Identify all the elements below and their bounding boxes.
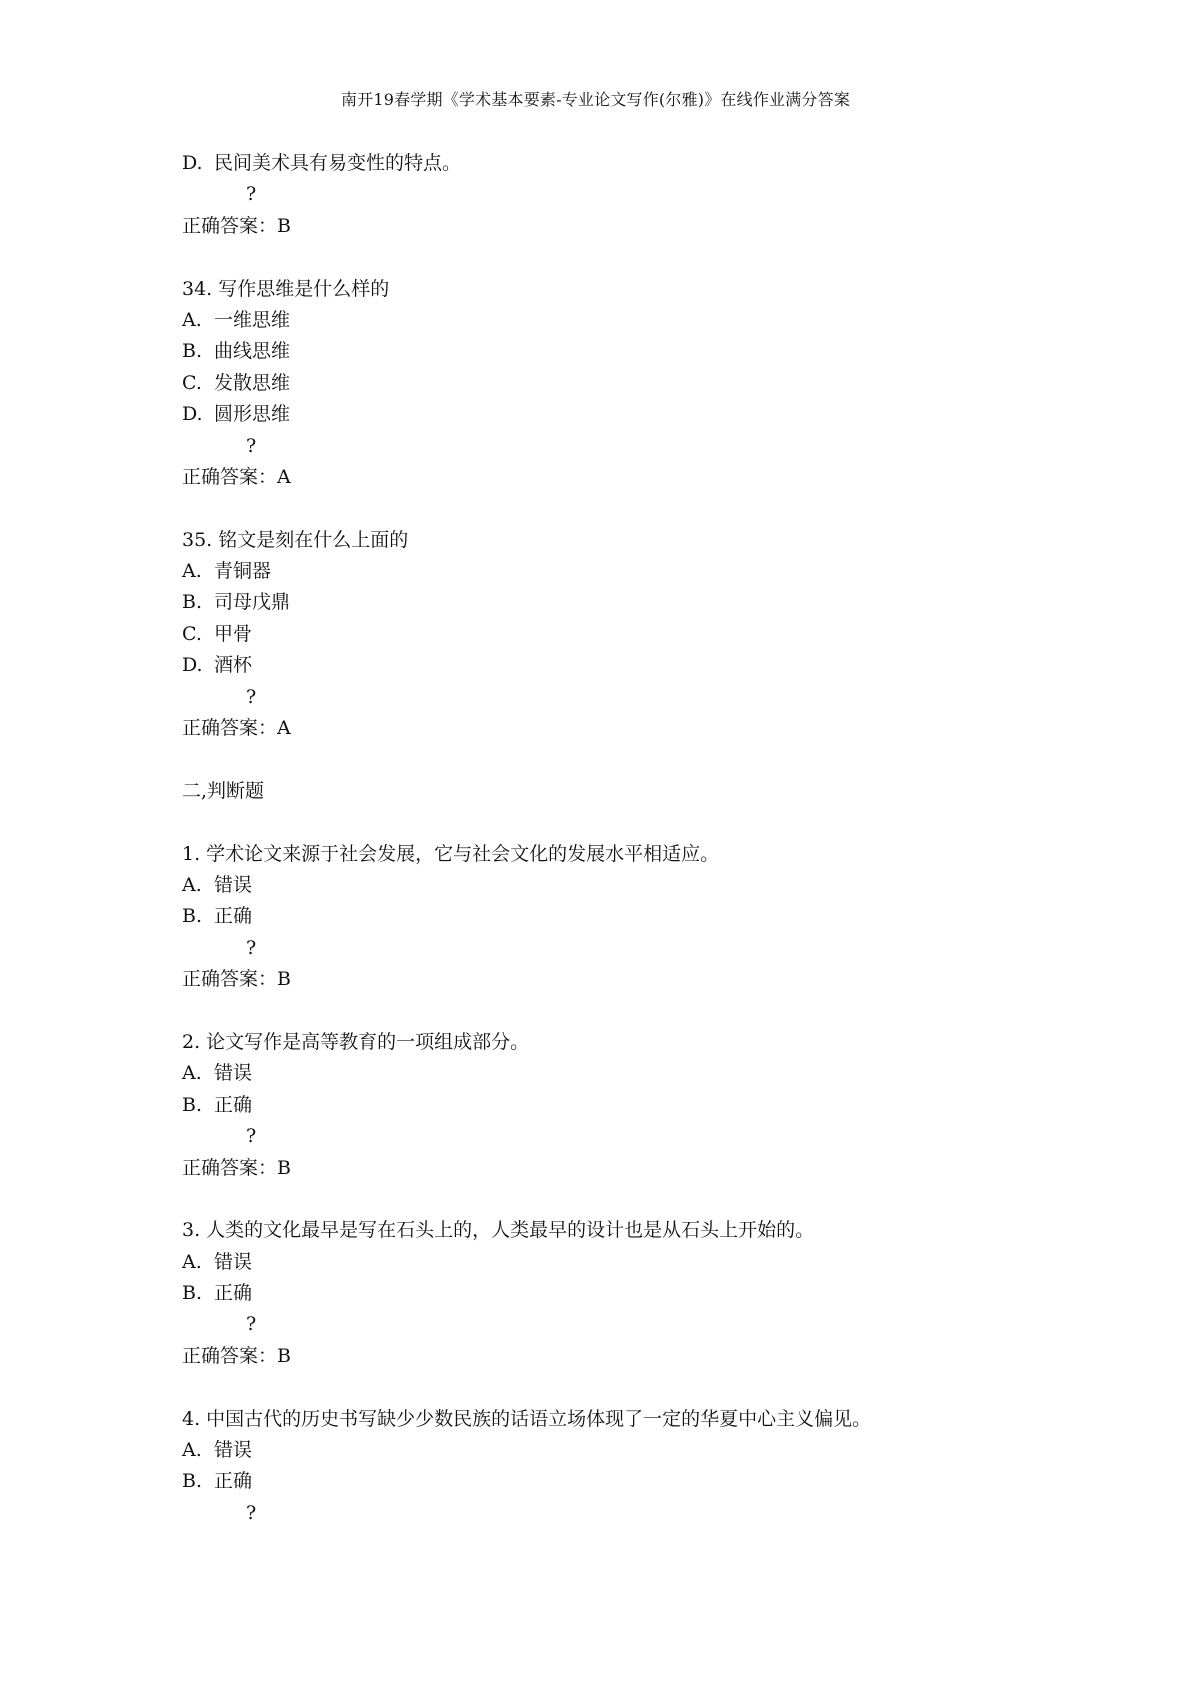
option-letter: D. <box>182 654 203 677</box>
option-letter: B. <box>182 1470 203 1493</box>
page-header-title: 南开19春学期《学术基本要素-专业论文写作(尔雅)》在线作业满分答案 <box>340 90 851 109</box>
blank-line <box>182 1372 1082 1403</box>
question-mark-placeholder: ? <box>246 183 257 206</box>
option-text: 司母戊鼎 <box>214 591 291 614</box>
correct-answer: 正确答案：B <box>182 1344 291 1367</box>
option-letter: A. <box>182 560 202 583</box>
answer-option <box>182 1278 1082 1309</box>
question-text: 2. 论文写作是高等教育的一项组成部分。 <box>182 1030 530 1053</box>
question-text: 3. 人类的文化最早是写在石头上的，人类最早的设计也是从石头上开始的。 <box>182 1219 815 1242</box>
option-text: 正确 <box>214 1470 253 1493</box>
option-text: 民间美术具有易变性的特点。 <box>214 152 462 174</box>
option-text: 错误 <box>214 873 253 896</box>
answer-option <box>182 587 1082 618</box>
question-mark-placeholder: ? <box>246 1501 257 1524</box>
question-mark-placeholder: ? <box>246 434 257 457</box>
option-text: 错误 <box>214 1062 253 1085</box>
answer-option <box>182 148 1082 179</box>
section-heading: 二,判断题 <box>182 779 265 802</box>
option-letter: D. <box>182 403 203 426</box>
option-letter: B. <box>182 1093 203 1116</box>
answer-option <box>182 1247 1082 1278</box>
correct-answer: 正确答案：B <box>182 214 291 237</box>
question-mark-placeholder: ? <box>246 936 257 959</box>
option-text: 错误 <box>214 1439 253 1462</box>
option-text: 青铜器 <box>214 560 272 583</box>
option-text: 酒杯 <box>214 654 253 677</box>
option-text: 圆形思维 <box>214 403 291 426</box>
blank-line <box>182 493 1082 524</box>
answer-option <box>182 1090 1082 1121</box>
option-letter: B. <box>182 1282 203 1305</box>
option-text: 错误 <box>214 1250 253 1273</box>
question-mark-placeholder: ? <box>246 685 257 708</box>
option-letter: A. <box>182 873 202 896</box>
answer-option <box>182 556 1082 587</box>
option-letter: A. <box>182 308 202 331</box>
blank-line <box>182 996 1082 1027</box>
option-letter: D. <box>182 152 203 174</box>
answer-option <box>182 1466 1082 1497</box>
option-text: 正确 <box>214 905 253 928</box>
answer-option <box>182 305 1082 336</box>
answer-option <box>182 901 1082 932</box>
blank-line <box>182 807 1082 838</box>
option-text: 正确 <box>214 1093 253 1116</box>
document-body <box>182 148 1082 1529</box>
question-text: 4. 中国古代的历史书写缺少少数民族的话语立场体现了一定的华夏中心主义偏见。 <box>182 1407 872 1430</box>
answer-option <box>182 619 1082 650</box>
question-text: 35. 铭文是刻在什么上面的 <box>182 528 409 551</box>
option-letter: B. <box>182 905 203 928</box>
option-text: 甲骨 <box>214 622 253 645</box>
correct-answer: 正确答案：A <box>182 465 291 488</box>
option-letter: A. <box>182 1250 202 1273</box>
answer-option <box>182 399 1082 430</box>
option-text: 曲线思维 <box>214 340 291 363</box>
option-letter: C. <box>182 371 202 394</box>
option-letter: C. <box>182 622 202 645</box>
question-mark-placeholder: ? <box>246 1313 257 1336</box>
option-letter: B. <box>182 591 203 614</box>
question-text: 1. 学术论文来源于社会发展，它与社会文化的发展水平相适应。 <box>182 842 720 865</box>
answer-option <box>182 870 1082 901</box>
correct-answer: 正确答案：B <box>182 968 291 991</box>
answer-option <box>182 650 1082 681</box>
correct-answer: 正确答案：B <box>182 1156 291 1179</box>
blank-line <box>182 1184 1082 1215</box>
answer-option <box>182 1435 1082 1466</box>
answer-option <box>182 1058 1082 1089</box>
blank-line <box>182 744 1082 775</box>
question-text: 34. 写作思维是什么样的 <box>182 277 390 300</box>
correct-answer: 正确答案：A <box>182 717 291 740</box>
answer-option <box>182 336 1082 367</box>
option-text: 发散思维 <box>214 371 291 394</box>
option-letter: A. <box>182 1062 202 1085</box>
option-letter: A. <box>182 1439 202 1462</box>
question-mark-placeholder: ? <box>246 1125 257 1148</box>
option-letter: B. <box>182 340 203 363</box>
blank-line <box>182 242 1082 273</box>
answer-option <box>182 368 1082 399</box>
option-text: 正确 <box>214 1282 253 1305</box>
option-text: 一维思维 <box>214 308 291 331</box>
